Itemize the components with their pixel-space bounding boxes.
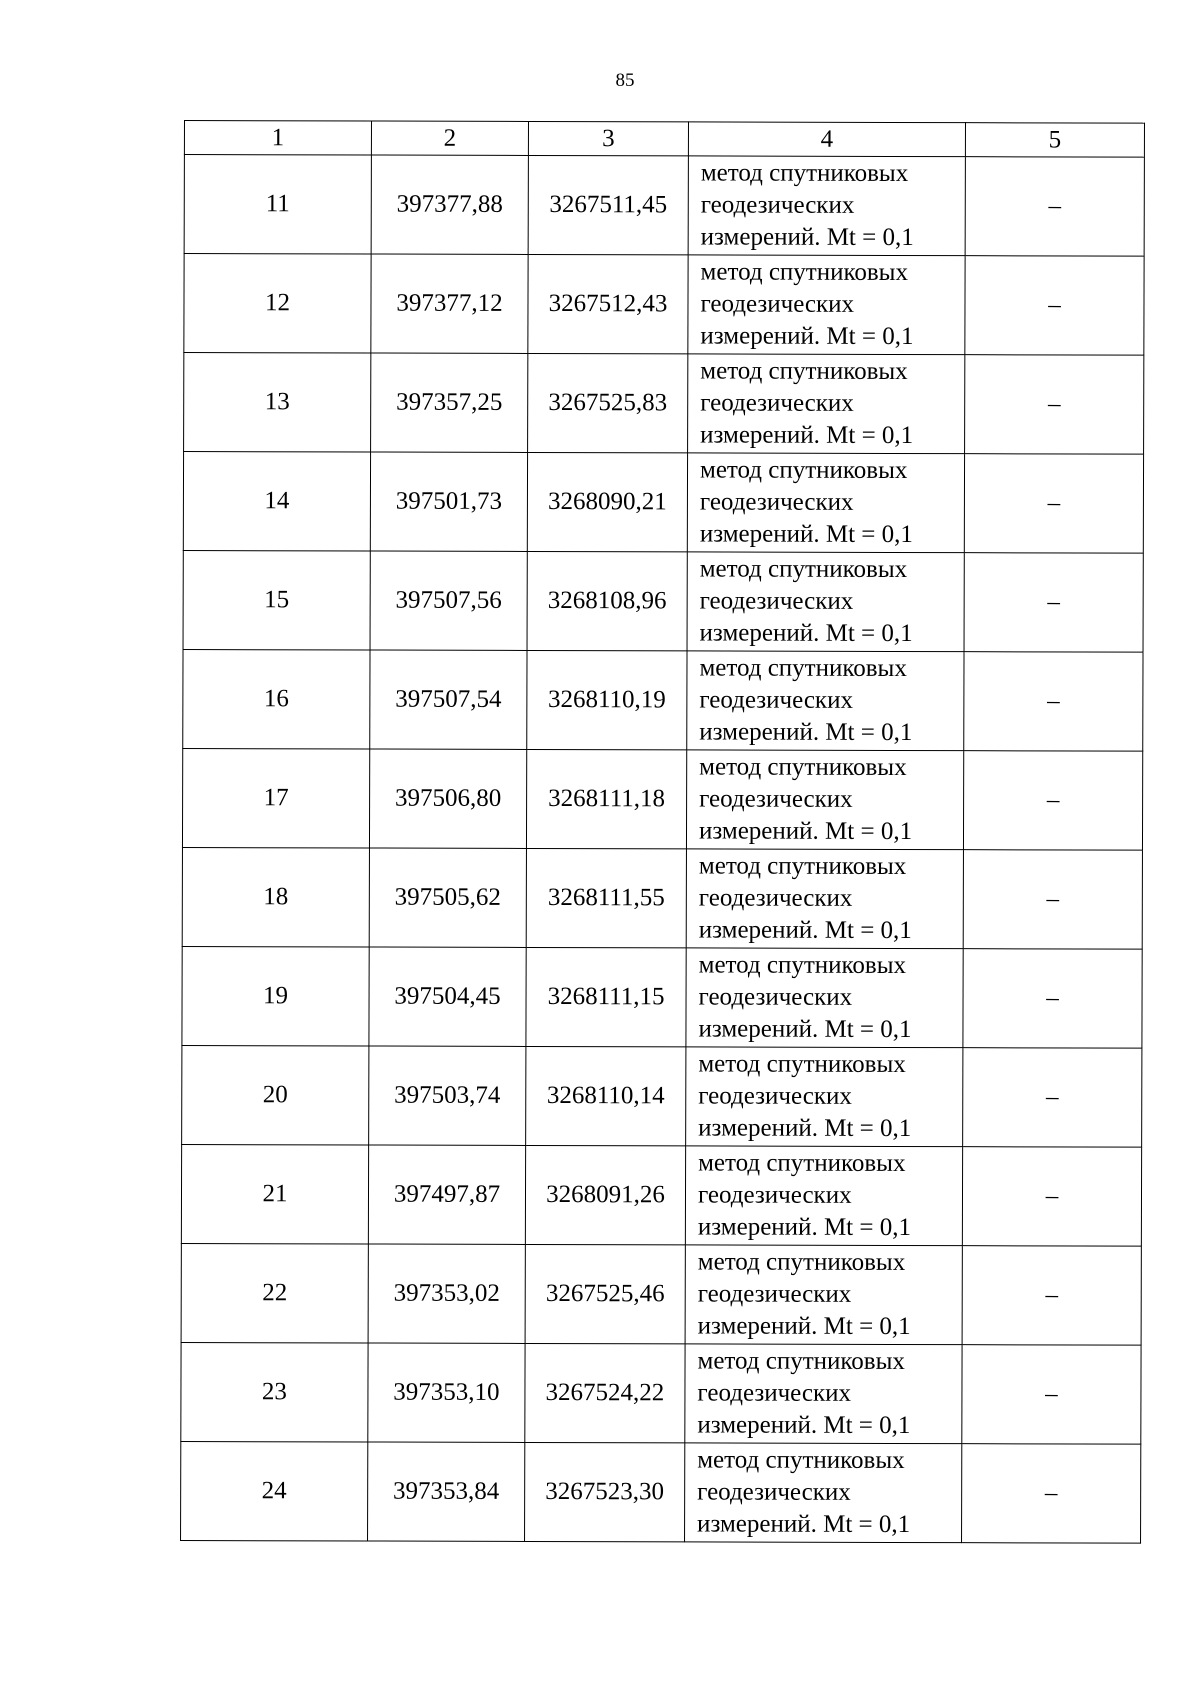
x-coordinate-cell: 397497,87 bbox=[368, 1145, 525, 1244]
method-cell bbox=[687, 651, 964, 751]
method-line: метод спутниковых bbox=[699, 753, 907, 782]
x-coordinate-cell: 397504,45 bbox=[369, 947, 526, 1046]
y-coordinate-cell: 3267525,46 bbox=[525, 1244, 685, 1343]
y-coordinate-cell: 3268108,96 bbox=[527, 551, 687, 650]
point-number-cell: 15 bbox=[183, 550, 370, 650]
method-line: измерений. Mt = 0,1 bbox=[700, 223, 914, 252]
table-body bbox=[181, 155, 1145, 1544]
table-row bbox=[181, 1243, 1141, 1345]
point-number-cell: 16 bbox=[183, 649, 370, 749]
header-row bbox=[184, 121, 1144, 158]
y-coordinate-cell: 3268111,18 bbox=[526, 749, 686, 848]
x-coordinate-cell: 397501,73 bbox=[370, 452, 527, 551]
y-coordinate-cell: 3268090,21 bbox=[527, 452, 687, 551]
x-coordinate-cell: 397357,25 bbox=[371, 353, 528, 452]
method-line: метод спутниковых bbox=[698, 951, 907, 980]
point-number-cell: 22 bbox=[181, 1243, 368, 1343]
y-coordinate-cell: 3267511,45 bbox=[528, 155, 688, 254]
point-number-cell: 20 bbox=[182, 1045, 369, 1145]
method-line: измерений. Mt = 0,1 bbox=[700, 322, 914, 351]
point-number-cell: 12 bbox=[184, 254, 371, 354]
note-cell: – bbox=[963, 1048, 1142, 1147]
note-cell: – bbox=[965, 157, 1144, 256]
y-coordinate-cell: 3268091,26 bbox=[525, 1145, 685, 1244]
note-cell: – bbox=[964, 454, 1143, 553]
note-cell: – bbox=[962, 1345, 1141, 1444]
method-line: геодезических bbox=[700, 191, 855, 219]
method-cell bbox=[686, 750, 963, 850]
method-line: метод спутниковых bbox=[700, 357, 908, 386]
method-line: метод спутниковых bbox=[697, 1248, 906, 1277]
method-line: геодезических bbox=[700, 290, 855, 318]
method-line: геодезических bbox=[697, 1379, 852, 1407]
note-cell: – bbox=[962, 1444, 1141, 1543]
coordinates-table bbox=[180, 120, 1145, 1544]
method-line: метод спутниковых bbox=[697, 1446, 905, 1475]
table-row bbox=[183, 550, 1143, 652]
table-row bbox=[181, 1342, 1141, 1444]
method-cell bbox=[687, 552, 964, 652]
method-line: измерений. Mt = 0,1 bbox=[697, 1213, 912, 1242]
y-coordinate-cell: 3267524,22 bbox=[525, 1343, 685, 1442]
method-cell bbox=[687, 453, 964, 553]
y-coordinate-cell: 3267523,30 bbox=[525, 1442, 685, 1541]
method-line: измерений. Mt = 0,1 bbox=[698, 916, 912, 945]
method-line: геодезических bbox=[698, 983, 853, 1011]
x-coordinate-cell: 397353,10 bbox=[368, 1343, 525, 1442]
method-line: геодезических bbox=[699, 785, 853, 813]
y-coordinate-cell: 3268111,55 bbox=[526, 848, 686, 947]
method-cell bbox=[685, 1443, 962, 1543]
method-cell bbox=[688, 354, 965, 454]
point-number-cell: 13 bbox=[184, 353, 371, 453]
method-line: метод спутниковых bbox=[700, 159, 909, 188]
note-cell: – bbox=[964, 553, 1143, 652]
table-row bbox=[184, 155, 1144, 257]
method-cell bbox=[686, 948, 963, 1048]
note-cell: – bbox=[963, 850, 1142, 949]
x-coordinate-cell: 397503,74 bbox=[369, 1046, 526, 1145]
page-number: 85 bbox=[615, 70, 635, 91]
method-line: измерений. Mt = 0,1 bbox=[697, 1411, 911, 1440]
note-cell: – bbox=[962, 1147, 1141, 1246]
method-line: геодезических bbox=[698, 1082, 852, 1110]
method-line: метод спутниковых bbox=[697, 1347, 905, 1376]
method-line: метод спутниковых bbox=[699, 654, 907, 683]
column-header-2: 2 bbox=[371, 121, 528, 155]
point-number-cell: 21 bbox=[181, 1144, 368, 1244]
method-line: геодезических bbox=[700, 389, 854, 417]
method-cell bbox=[685, 1146, 962, 1246]
method-cell bbox=[685, 1245, 962, 1345]
method-line: метод спутниковых bbox=[698, 1050, 906, 1079]
table-row bbox=[181, 1144, 1141, 1246]
method-line: измерений. Mt = 0,1 bbox=[699, 520, 913, 549]
method-line: геодезических bbox=[699, 587, 854, 615]
method-line: измерений. Mt = 0,1 bbox=[698, 1114, 912, 1143]
x-coordinate-cell: 397507,54 bbox=[370, 650, 527, 749]
x-coordinate-cell: 397507,56 bbox=[370, 551, 527, 650]
note-cell: – bbox=[963, 949, 1142, 1048]
method-line: метод спутниковых bbox=[698, 852, 907, 881]
method-cell bbox=[686, 849, 963, 949]
method-line: измерений. Mt = 0,1 bbox=[697, 1312, 911, 1341]
method-line: измерений. Mt = 0,1 bbox=[699, 718, 913, 747]
column-header-3: 3 bbox=[528, 121, 688, 155]
note-cell: – bbox=[962, 1246, 1141, 1345]
table-row bbox=[184, 254, 1144, 356]
method-line: метод спутниковых bbox=[700, 258, 909, 287]
note-cell: – bbox=[965, 355, 1144, 454]
method-cell bbox=[688, 255, 965, 355]
x-coordinate-cell: 397377,12 bbox=[371, 254, 528, 353]
table-row bbox=[182, 1045, 1142, 1147]
y-coordinate-cell: 3267525,83 bbox=[528, 353, 688, 452]
x-coordinate-cell: 397377,88 bbox=[371, 155, 528, 254]
x-coordinate-cell: 397353,84 bbox=[368, 1442, 525, 1541]
table-row bbox=[182, 946, 1142, 1048]
x-coordinate-cell: 397353,02 bbox=[368, 1244, 525, 1343]
column-header-4: 4 bbox=[688, 122, 965, 157]
point-number-cell: 11 bbox=[184, 155, 371, 255]
method-line: геодезических bbox=[698, 884, 853, 912]
point-number-cell: 18 bbox=[182, 847, 369, 947]
x-coordinate-cell: 397506,80 bbox=[369, 749, 526, 848]
point-number-cell: 23 bbox=[181, 1342, 368, 1442]
y-coordinate-cell: 3268110,14 bbox=[526, 1046, 686, 1145]
y-coordinate-cell: 3267512,43 bbox=[528, 254, 688, 353]
point-number-cell: 19 bbox=[182, 946, 369, 1046]
method-line: измерений. Mt = 0,1 bbox=[699, 619, 913, 648]
column-header-1: 1 bbox=[184, 121, 371, 156]
column-header-5: 5 bbox=[965, 123, 1144, 157]
method-line: геодезических bbox=[699, 488, 854, 516]
method-line: геодезических bbox=[697, 1181, 852, 1209]
table-row bbox=[184, 353, 1144, 455]
x-coordinate-cell: 397505,62 bbox=[369, 848, 526, 947]
y-coordinate-cell: 3268111,15 bbox=[526, 947, 686, 1046]
table-row bbox=[182, 748, 1142, 850]
table-row bbox=[183, 452, 1143, 554]
method-line: измерений. Mt = 0,1 bbox=[700, 421, 914, 450]
method-line: измерений. Mt = 0,1 bbox=[698, 817, 913, 846]
table-row bbox=[181, 1441, 1141, 1543]
method-line: измерений. Mt = 0,1 bbox=[698, 1015, 912, 1044]
point-number-cell: 24 bbox=[181, 1441, 368, 1541]
method-line: геодезических bbox=[697, 1280, 852, 1308]
note-cell: – bbox=[965, 256, 1144, 355]
method-cell bbox=[685, 1344, 962, 1444]
table-row bbox=[182, 847, 1142, 949]
table-row bbox=[183, 649, 1143, 751]
note-cell: – bbox=[964, 652, 1143, 751]
method-line: метод спутниковых bbox=[699, 456, 908, 485]
method-cell bbox=[686, 1047, 963, 1147]
method-line: геодезических bbox=[697, 1478, 851, 1506]
point-number-cell: 14 bbox=[183, 452, 370, 552]
method-line: метод спутниковых bbox=[699, 555, 908, 584]
y-coordinate-cell: 3268110,19 bbox=[527, 650, 687, 749]
method-line: геодезических bbox=[699, 686, 854, 714]
note-cell: – bbox=[963, 751, 1142, 850]
method-line: измерений. Mt = 0,1 bbox=[697, 1510, 911, 1539]
method-line: метод спутниковых bbox=[698, 1149, 906, 1178]
point-number-cell: 17 bbox=[182, 748, 369, 848]
method-cell bbox=[688, 156, 965, 256]
